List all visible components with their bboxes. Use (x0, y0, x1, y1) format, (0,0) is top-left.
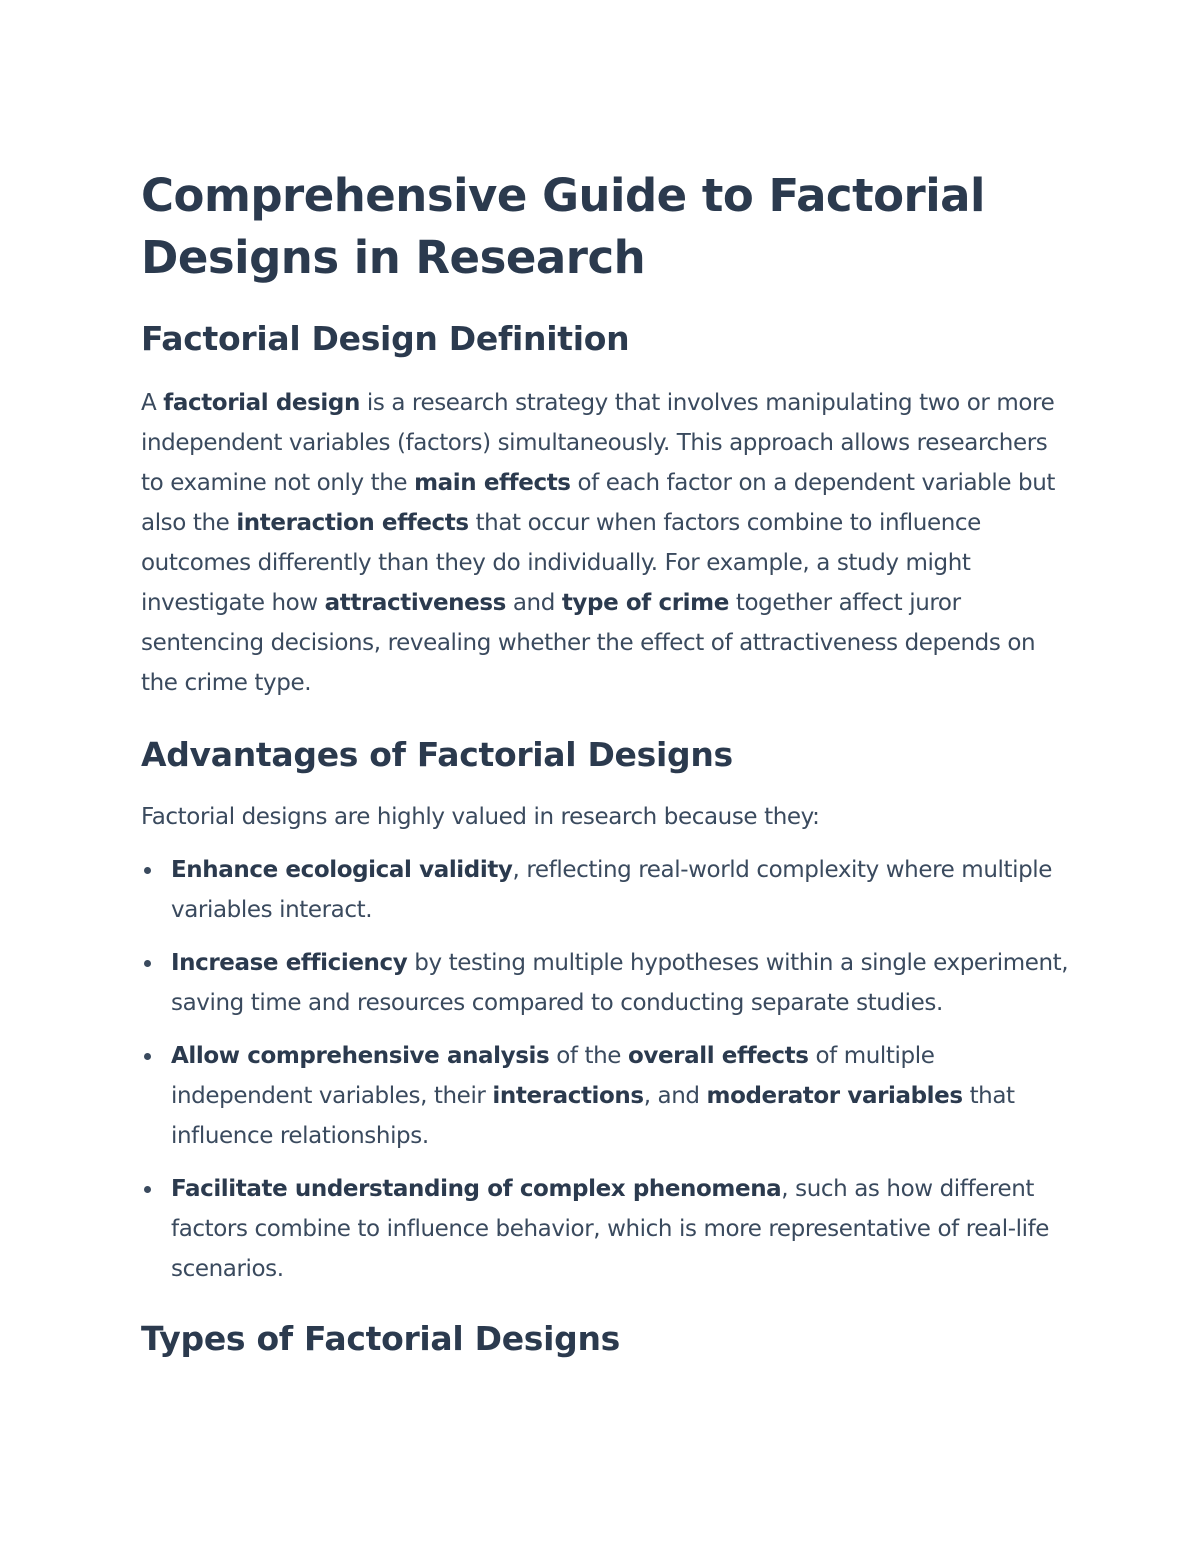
text-run: of each factor on a dependent variable but also the (141, 470, 1056, 536)
text-run: of the (549, 1043, 628, 1069)
page-title: Comprehensive Guide to Factorial Designs in Research (141, 169, 985, 284)
text-run: A (141, 390, 164, 416)
bold-term-interaction-effects: interaction effects (236, 510, 469, 536)
bold-term: Increase efficiency (171, 950, 408, 976)
text-run: , such as how different factors combine to influence behavior, which is more representative of real-life scenarios. (171, 1176, 1050, 1282)
bullet-icon (144, 1186, 151, 1193)
bold-term: Facilitate understanding of complex phenomena (171, 1176, 782, 1202)
section-heading-definition: Factorial Design Definition (141, 319, 630, 358)
list-item (141, 943, 1071, 1023)
bold-term-attractiveness: attractiveness (324, 590, 506, 616)
definition-paragraph (141, 383, 1071, 703)
bold-term-type-of-crime: type of crime (561, 590, 729, 616)
bullet-icon (144, 1053, 151, 1060)
text-run: by testing multiple hypotheses within a single experiment, saving time and resources compared to conducting separate studies. (171, 950, 1069, 1016)
bold-term: overall effects (627, 1043, 809, 1069)
text-run: of multiple independent variables, their (171, 1043, 935, 1109)
bold-term-main-effects: main effects (414, 470, 571, 496)
text-run: that occur when factors combine to influence outcomes differently than they do individually. For example, a study might investigate how (141, 510, 981, 616)
bold-term-factorial-design: factorial design (163, 390, 360, 416)
text-run: , and (643, 1083, 707, 1109)
section-heading-advantages: Advantages of Factorial Designs (141, 735, 733, 774)
list-item (141, 1169, 1071, 1289)
text-run: that influence relationships. (171, 1083, 1015, 1149)
text-run: is a research strategy that involves manipulating two or more independent variables (factors) simultaneously. This approach allows researchers to examine not only the (141, 390, 1055, 496)
text-run: together affect juror sentencing decisions, revealing whether the effect of attractiveness depends on the crime type. (141, 590, 1036, 696)
bullet-icon (144, 867, 151, 874)
bullet-icon (144, 960, 151, 967)
bold-term: Enhance ecological validity (171, 857, 513, 883)
text-run: and (505, 590, 562, 616)
list-item (141, 850, 1071, 930)
list-item (141, 1036, 1071, 1156)
bold-term: Allow comprehensive analysis (171, 1043, 550, 1069)
bold-term: interactions (492, 1083, 644, 1109)
text-run: , reflecting real-world complexity where multiple variables interact. (171, 857, 1053, 923)
advantages-intro: Factorial designs are highly valued in research because they: (141, 804, 820, 830)
advantages-list (141, 850, 1071, 1289)
bold-term: moderator variables (706, 1083, 963, 1109)
document-page (141, 165, 1071, 1361)
section-heading-types: Types of Factorial Designs (141, 1319, 620, 1358)
